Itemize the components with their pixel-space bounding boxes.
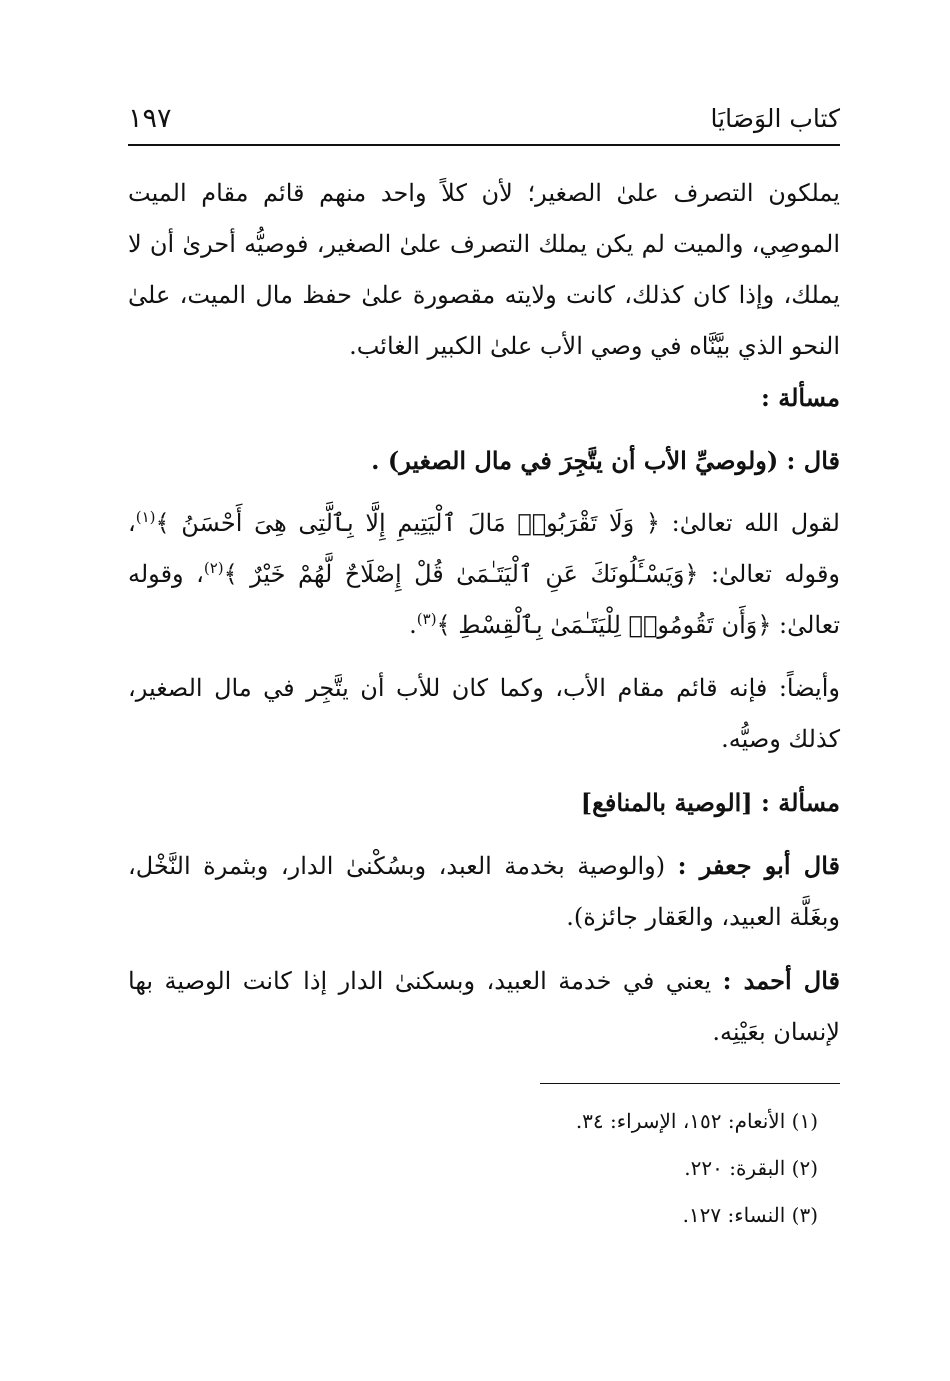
footnote-ref-2: (٢) [203, 559, 224, 577]
footnote-2: (٢) البقرة: ٢٢٠. [684, 1156, 818, 1180]
p2-text-2: ، وقوله تعالىٰ: [128, 509, 841, 588]
footnote-ref-1: (١) [135, 508, 156, 526]
speaker-label-2: قال أحمد : [722, 966, 840, 995]
paragraph-2 [128, 498, 840, 651]
p2-text-4: . [409, 611, 417, 639]
speaker-label-1: قال أبو جعفر : [677, 851, 840, 880]
quran-verse-2: ﴿وَيَسْـَٔلُونَكَ عَنِ ٱلْيَتَـٰمَىٰ قُلْ إِصْلَاحٌ لَّهُمْ خَيْرٌ ﴾ [223, 560, 699, 588]
issue-heading-2: مسألة : [الوصية بالمنافع] [580, 788, 840, 817]
page-number: ١٩٧ [128, 102, 172, 134]
footnote-1: (١) الأنعام: ١٥٢، الإسراء: ٣٤. [575, 1109, 818, 1133]
footnote-3: (٣) النساء: ١٢٧. [682, 1203, 818, 1227]
p5-text: يعني في خدمة العبيد، وبسكنىٰ الدار إذا كانت الوصية بها لإنسان بعَيْنِه. [128, 967, 840, 1046]
main-text [128, 168, 840, 1058]
paragraph-5 [128, 955, 840, 1058]
footnote-ref-3: (٣) [416, 610, 437, 628]
running-title: كتاب الوَصَايَا [710, 103, 840, 133]
statement-1: قال : (ولوصيِّ الأب أن يتَّجِرَ في مال الصغير) . [371, 446, 840, 475]
p2-text-1: لقول الله تعالىٰ: [659, 509, 840, 537]
page-header [128, 92, 840, 146]
p2-text-3: ، وقوله تعالىٰ: [128, 560, 840, 639]
footnotes [128, 1098, 818, 1239]
quran-verse-3: ﴿وَأَن تَقُومُوا۟ لِلْيَتَـٰمَىٰ بِٱلْقِسْطِ ﴾ [436, 611, 772, 639]
footnote-separator [540, 1083, 840, 1084]
p4-text: (والوصية بخدمة العبد، وبسُكْنىٰ الدار، وبثمرة النَّخْل، وبغَلَّة العبيد، والعَقار جائزة). [128, 852, 840, 931]
paragraph-3: وأيضاً: فإنه قائم مقام الأب، وكما كان للأب أن يتَّجِر في مال الصغير، كذلك وصيُّه. [128, 674, 840, 753]
paragraph-4 [128, 840, 840, 943]
quran-verse-1: ﴿ وَلَا تَقْرَبُوا۟ مَالَ ٱلْيَتِيمِ إِلَّا بِٱلَّتِى هِىَ أَحْسَنُ ﴾ [155, 509, 660, 537]
paragraph-1: يملكون التصرف علىٰ الصغير؛ لأن كلاً واحد منهم قائم مقام الميت الموصِي، والميت لم يكن يملك التصرف علىٰ الصغير، فوصيُّه أحرىٰ أن لا يملك، وإذا كان كذلك، كانت ولايته مقصورة علىٰ حفظ مال الميت، علىٰ النحو الذي بيَّنَّاه في وصي الأب علىٰ الكبير الغائب. [128, 179, 840, 360]
issue-heading-1: مسألة : [761, 383, 840, 412]
